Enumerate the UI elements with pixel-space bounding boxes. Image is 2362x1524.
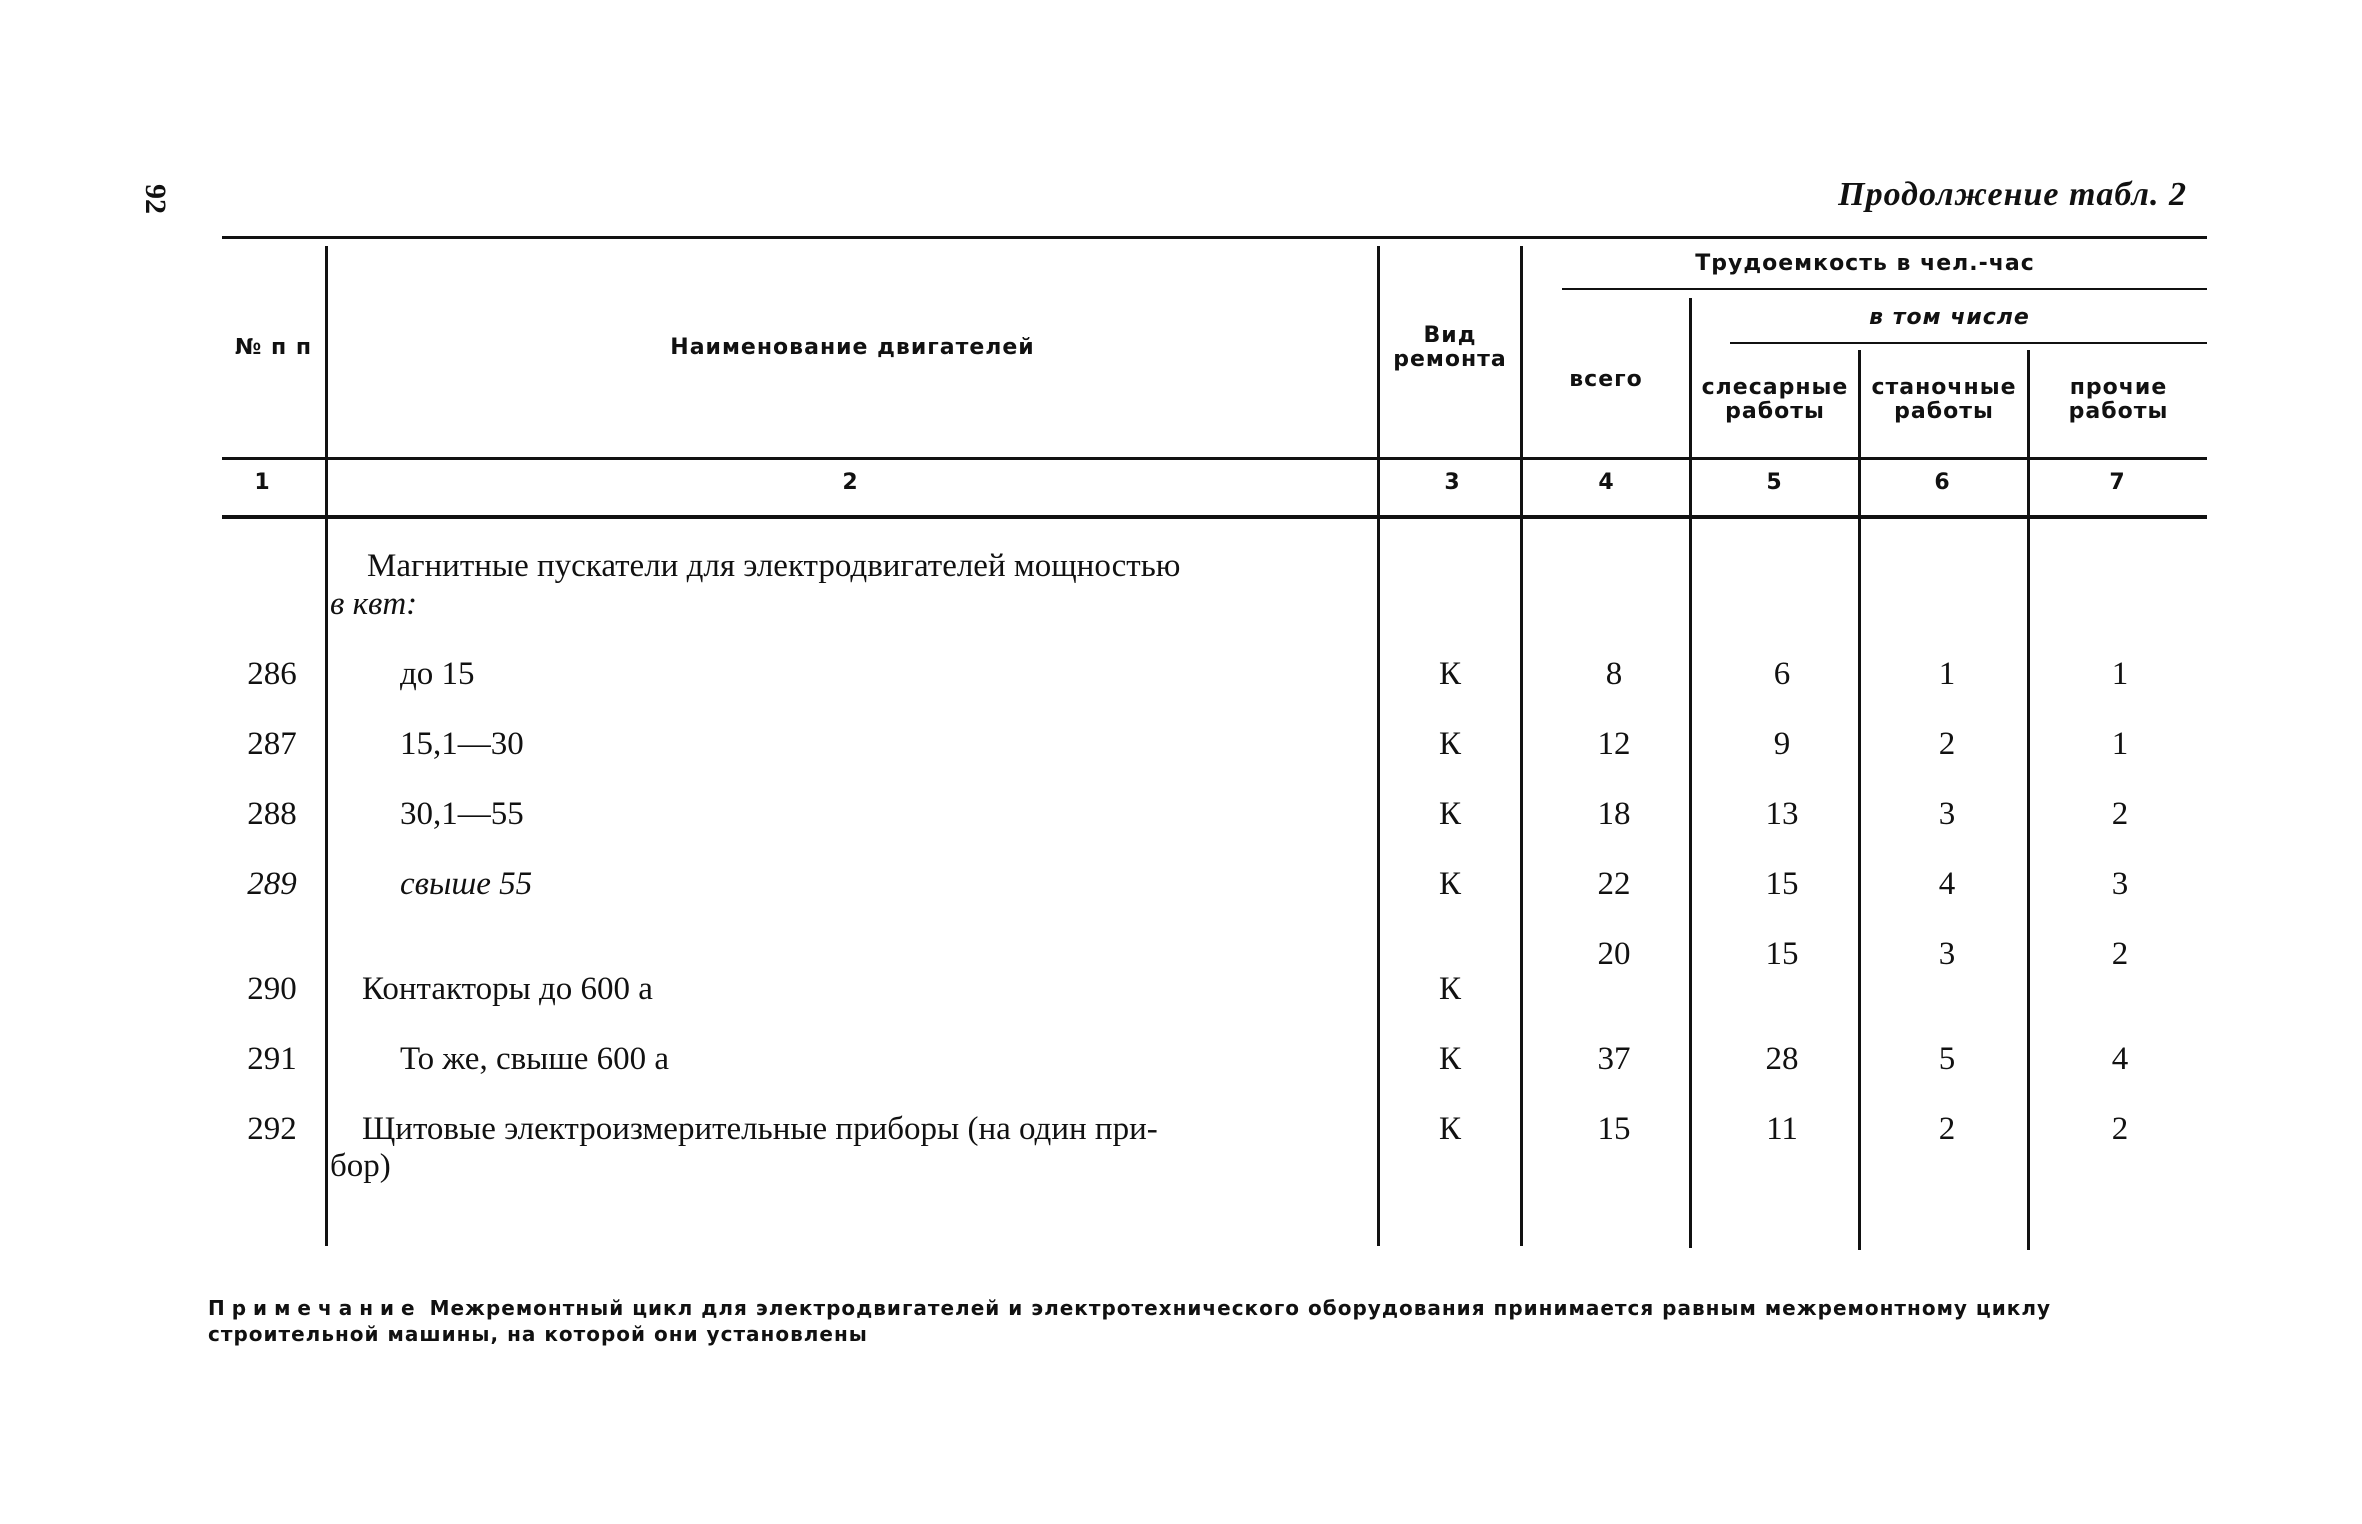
total-hours: 22 [1597,866,1631,902]
column-number-2: 2 [842,470,858,495]
header-locksmith: слесарные работы [1701,375,1849,424]
locksmith-hours: 9 [1773,726,1791,762]
row-number: 287 [247,726,297,762]
repair-type: К [1438,971,1461,1007]
repair-type: К [1438,796,1461,832]
column-divider-6 [2027,350,2030,1250]
locksmith-hours: 13 [1765,796,1799,832]
page-number: 92 [139,184,172,214]
column-divider-4 [1689,298,1692,1248]
repair-type: К [1438,1041,1461,1077]
column-divider-3 [1520,246,1523,1246]
header-including: в том числе [1869,305,2030,330]
labor-rule [1562,288,2207,290]
total-hours: 15 [1597,1111,1631,1147]
repair-type: К [1438,866,1461,902]
group-title-unit: в квт: [330,586,418,622]
other-hours: 1 [2111,726,2129,762]
column-number-6: 6 [1934,470,1950,495]
other-hours: 2 [2111,796,2129,832]
engine-name: свыше 55 [400,866,533,902]
header-labor: Трудоемкость в чел.-час [1695,251,2035,276]
engine-name-continued: бор) [330,1148,391,1184]
repair-type: К [1438,656,1461,692]
other-hours: 1 [2111,656,2129,692]
locksmith-hours: 6 [1773,656,1791,692]
header-engine-name: Наименование двигателей [670,335,1035,360]
engine-name: Контакторы до 600 а [362,971,653,1007]
header-total: всего [1569,367,1643,392]
machine-hours: 2 [1938,1111,1956,1147]
row-number: 286 [247,656,297,692]
including-rule [1730,342,2207,344]
other-hours: 4 [2111,1041,2129,1077]
machine-hours: 3 [1938,936,1956,972]
row-number: 292 [247,1111,297,1147]
repair-type: К [1438,726,1461,762]
engine-name: Щитовые электроизмерительные приборы (на один при- [362,1111,1158,1147]
data-table [222,236,2207,1261]
row-number: 288 [247,796,297,832]
locksmith-hours: 15 [1765,866,1799,902]
other-hours: 3 [2111,866,2129,902]
header-repair-type: Вид ремонта [1393,323,1507,372]
numbers-bottom-rule [222,515,2207,519]
column-divider-5 [1858,350,1861,1250]
note-text: Межремонтный цикл для электродвигателей и электротехнического оборудования принимается равным межремонтному циклу строительной машины, на которой они установлены [208,1296,2052,1346]
locksmith-hours: 11 [1766,1111,1798,1147]
column-divider-2 [1377,246,1380,1246]
engine-name: до 15 [400,656,475,692]
machine-hours: 2 [1938,726,1956,762]
total-hours: 12 [1597,726,1631,762]
table-note [208,1295,2198,1347]
machine-hours: 4 [1938,866,1956,902]
header-machine: станочные работы [1871,375,2017,424]
engine-name: То же, свыше 600 а [400,1041,670,1077]
other-hours: 2 [2111,936,2129,972]
column-number-4: 4 [1598,470,1614,495]
column-number-1: 1 [254,470,270,495]
total-hours: 8 [1605,656,1623,692]
row-number: 291 [247,1041,297,1077]
total-hours: 18 [1597,796,1631,832]
row-number: 289 [247,866,297,902]
group-title: Магнитные пускатели для электродвигателей мощностью [367,548,1181,584]
other-hours: 2 [2111,1111,2129,1147]
column-number-7: 7 [2109,470,2125,495]
engine-name: 15,1—30 [400,726,524,762]
locksmith-hours: 28 [1765,1041,1799,1077]
header-bottom-rule [222,457,2207,460]
total-hours: 37 [1597,1041,1631,1077]
locksmith-hours: 15 [1765,936,1799,972]
column-divider-1 [325,246,328,1246]
column-number-5: 5 [1766,470,1782,495]
total-hours: 20 [1597,936,1631,972]
repair-type: К [1438,1111,1461,1147]
column-number-3: 3 [1444,470,1460,495]
machine-hours: 5 [1938,1041,1956,1077]
machine-hours: 1 [1938,656,1956,692]
continuation-label: Продолжение табл. 2 [1838,176,2187,213]
header-other: прочие работы [2068,375,2169,424]
top-rule [222,236,2207,239]
note-label: Примечание [208,1296,422,1320]
machine-hours: 3 [1938,796,1956,832]
header-row-number: № п п [234,335,313,360]
row-number: 290 [247,971,297,1007]
engine-name: 30,1—55 [400,796,524,832]
